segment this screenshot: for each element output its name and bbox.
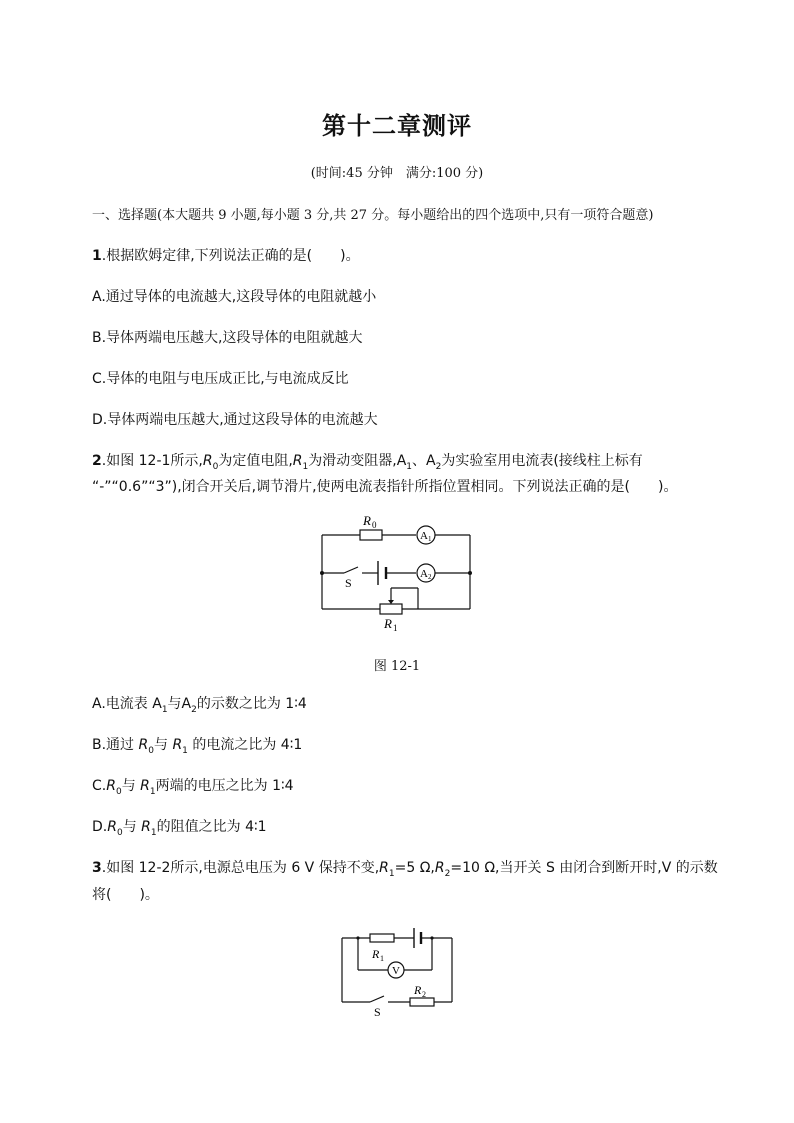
q2-option-d: [92, 816, 267, 838]
label-r2-sub: 2: [422, 990, 426, 999]
resistor-r1: [370, 934, 394, 942]
label-r1-sub: 1: [380, 954, 384, 963]
label-v: V: [392, 965, 400, 977]
text: B.通过: [92, 737, 139, 753]
question-3-stem-line1: [92, 857, 718, 879]
symbol-r: R: [140, 778, 150, 794]
rheostat-r1: [380, 604, 402, 614]
subscript: 0: [116, 827, 123, 838]
question-number: 1: [92, 248, 102, 264]
label-r0: R: [363, 513, 371, 528]
subscript: 0: [148, 745, 154, 756]
subscript: 1: [182, 745, 188, 756]
question-text: .根据欧姆定律,下列说法正确的是( )。: [101, 248, 360, 264]
text: 的电流之比为 4∶1: [187, 737, 303, 753]
subscript: 0: [115, 786, 122, 797]
label-a1-sub: 1: [428, 535, 432, 543]
text: .如图 12-2所示,电源总电压为 6 V 保持不变,: [101, 860, 380, 876]
label-r1: R: [384, 616, 392, 631]
symbol-r: R: [202, 453, 213, 469]
q1-option-a: A.通过导体的电流越大,这段导体的电阻就越小: [92, 289, 377, 305]
text: C.: [92, 778, 107, 794]
subscript: 1: [388, 868, 395, 879]
symbol-r: R: [172, 737, 183, 753]
text: =10 Ω,当开关 S 由闭合到断开时,V 的示数: [450, 860, 718, 876]
question-2-stem-line1: [92, 450, 643, 472]
symbol-r: R: [138, 737, 149, 753]
page-title: 第十二章测评: [322, 112, 472, 140]
resistor-r2: [410, 998, 434, 1006]
section-heading: 一、选择题(本大题共 9 小题,每小题 3 分,共 27 分。每小题给出的四个选项中,只有一项符合题意): [92, 208, 654, 223]
q2-option-b: [92, 734, 302, 756]
symbol-r: R: [379, 860, 389, 876]
text: 的阻值之比为 4∶1: [156, 819, 267, 835]
subscript: 2: [444, 868, 451, 879]
subscript: 1: [161, 704, 168, 715]
text: 为滑动变阻器,A: [308, 453, 407, 469]
label-r1-sub: 1: [393, 623, 398, 633]
subscript: 2: [435, 461, 442, 472]
q1-option-d: D.导体两端电压越大,通过这段导体的电流越大: [92, 412, 378, 428]
label-s: S: [374, 1005, 381, 1018]
text: .如图 12-1所示,: [101, 453, 203, 469]
question-number: 2: [92, 453, 102, 469]
symbol-r: R: [107, 819, 117, 835]
subscript: 1: [406, 461, 413, 472]
resistor-r0: [360, 530, 382, 540]
label-r1: R: [372, 947, 380, 961]
symbol-r: R: [106, 778, 116, 794]
text: 与A: [167, 696, 192, 712]
label-a1: A: [420, 530, 428, 542]
text: =5 Ω,: [394, 860, 435, 876]
q2-option-c: [92, 775, 294, 797]
text: 为定值电阻,: [218, 453, 293, 469]
circuit-diagram-12-1: [300, 508, 490, 638]
exam-info: (时间:45 分钟 满分:100 分): [310, 166, 484, 181]
subscript: 2: [191, 704, 197, 715]
question-3-stem-line2: 将( )。: [92, 887, 159, 903]
question-1-stem: [92, 245, 360, 265]
switch-s: [370, 996, 384, 1002]
text: 与: [153, 737, 173, 753]
subscript: 1: [149, 786, 156, 797]
label-r2: R: [414, 983, 422, 997]
q1-option-b: B.导体两端电压越大,这段导体的电阻就越大: [92, 330, 363, 346]
symbol-r: R: [292, 453, 303, 469]
figure-caption: 图 12-1: [373, 659, 421, 674]
text: 与: [121, 778, 141, 794]
label-s: S: [345, 576, 352, 590]
text: 两端的电压之比为 1∶4: [155, 778, 294, 794]
symbol-r: R: [141, 819, 151, 835]
text: A.电流表 A: [92, 696, 162, 712]
label-a2: A: [420, 568, 428, 580]
label-a2-sub: 2: [428, 573, 432, 581]
text: D.: [92, 819, 108, 835]
text: 与: [122, 819, 142, 835]
text: 为实验室用电流表(接线柱上标有: [441, 453, 643, 469]
symbol-r: R: [434, 860, 445, 876]
text: 、A: [412, 453, 436, 469]
text: 的示数之比为 1∶4: [196, 696, 307, 712]
subscript: 0: [212, 461, 219, 472]
q1-option-c: C.导体的电阻与电压成正比,与电流成反比: [92, 371, 349, 387]
circuit-diagram-12-2: [330, 918, 465, 1018]
question-2-stem-line2: “-”“0.6”“3”),闭合开关后,调节滑片,使两电流表指针所指位置相同。下列说法正确的是( )。: [92, 479, 678, 495]
switch-s: [344, 567, 358, 573]
question-number: 3: [92, 860, 102, 876]
label-r0-sub: 0: [372, 520, 377, 530]
q2-option-a: [92, 693, 307, 715]
subscript: 1: [150, 827, 157, 838]
subscript: 1: [302, 461, 309, 472]
